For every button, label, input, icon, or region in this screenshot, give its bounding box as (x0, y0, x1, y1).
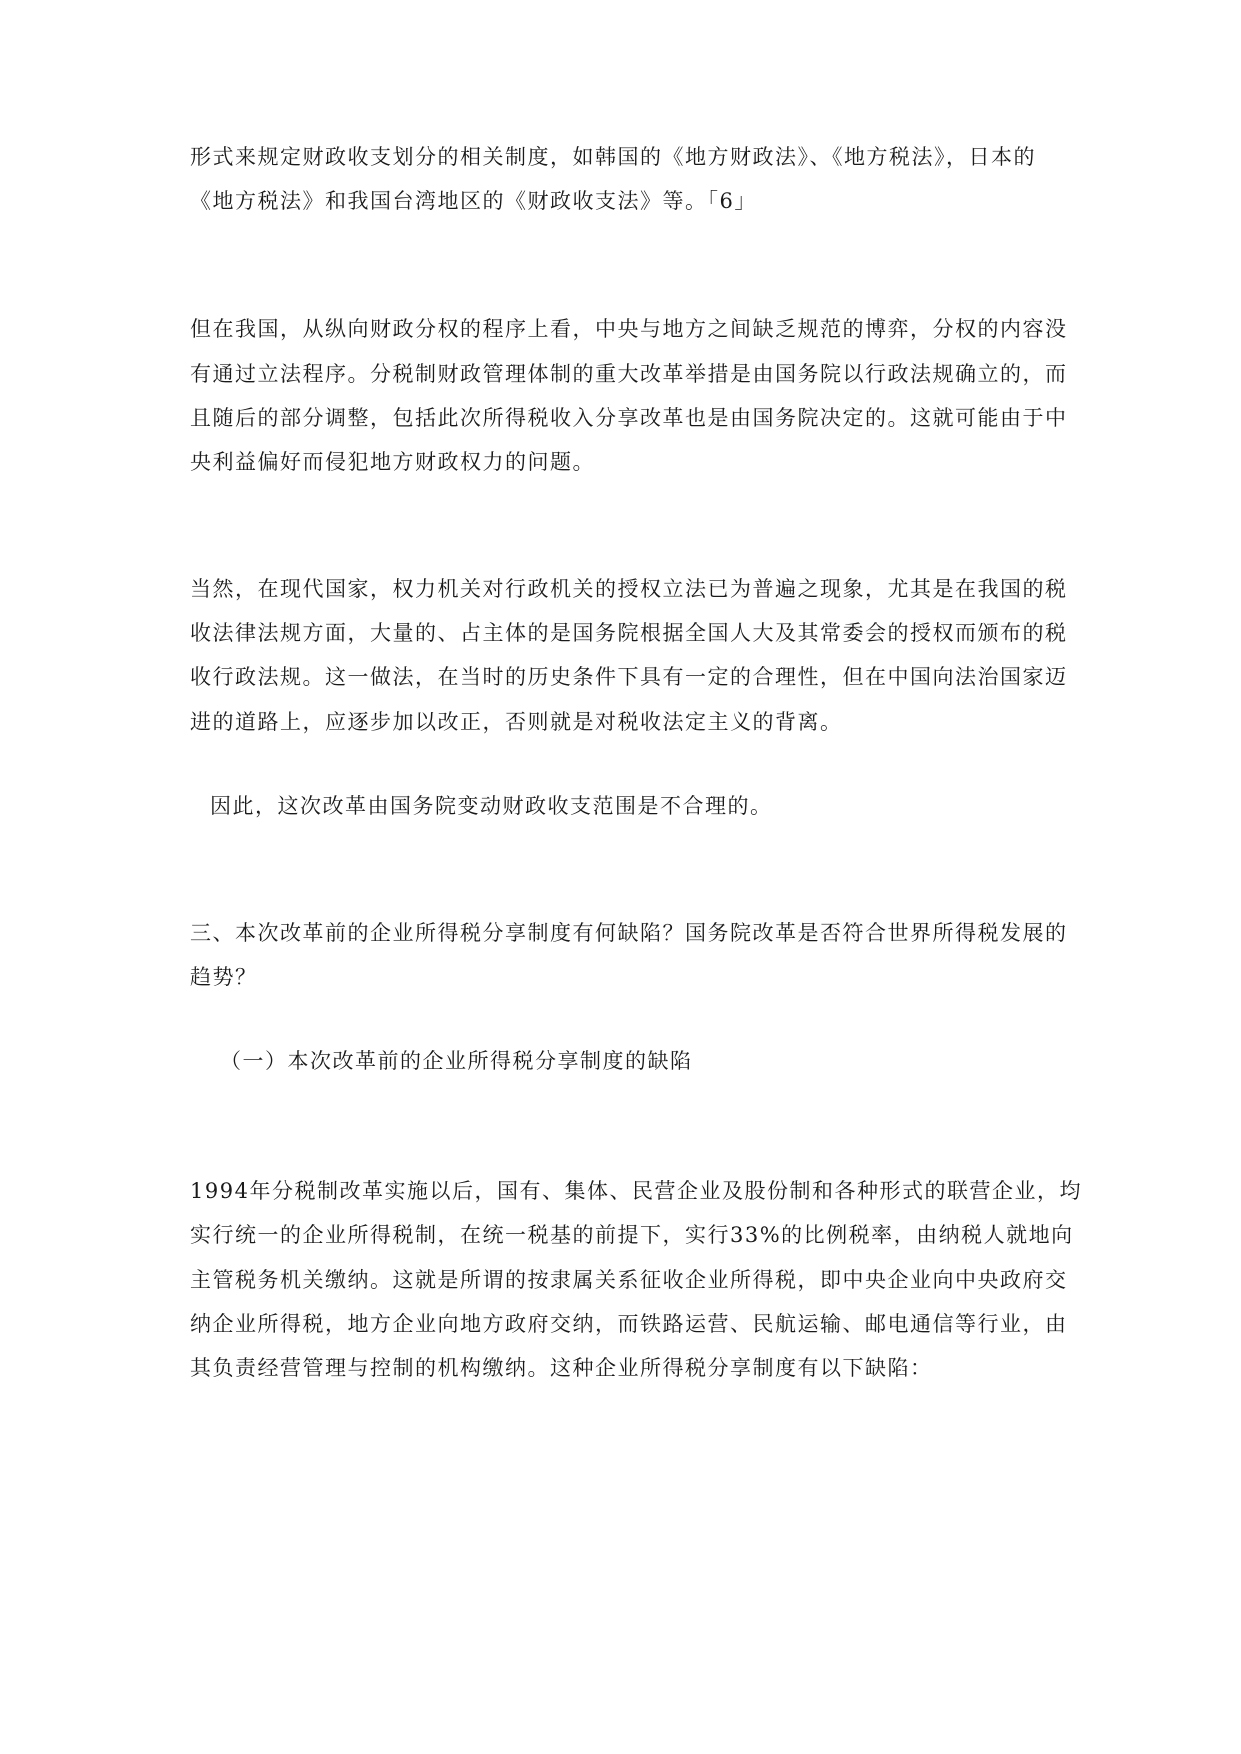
section-heading-line-1: 三、本次改革前的企业所得税分享制度有何缺陷？国务院改革是否符合世界所得税发展的 (190, 921, 1068, 945)
paragraph-5-line-5: 其负责经营管理与控制的机构缴纳。这种企业所得税分享制度有以下缺陷： (190, 1356, 933, 1380)
paragraph-2-line-4: 央利益偏好而侵犯地方财政权力的问题。 (190, 450, 595, 474)
paragraph-1-line-1: 形式来规定财政收支划分的相关制度，如韩国的《地方财政法》、《地方税法》，日本的 (190, 145, 1036, 169)
paragraph-5-line-3: 主管税务机关缴纳。这就是所谓的按隶属关系征收企业所得税，即中央企业向中央政府交 (190, 1268, 1068, 1292)
section-heading-line-2: 趋势？ (190, 965, 258, 989)
paragraph-4-line-1: 因此，这次改革由国务院变动财政收支范围是不合理的。 (210, 794, 773, 818)
paragraph-3-line-2: 收法律法规方面，大量的、占主体的是国务院根据全国人大及其常委会的授权而颁布的税 (190, 621, 1068, 645)
paragraph-2-line-3: 且随后的部分调整，包括此次所得税收入分享改革也是由国务院决定的。这就可能由于中 (190, 406, 1068, 430)
paragraph-2-line-2: 有通过立法程序。分税制财政管理体制的重大改革举措是由国务院以行政法规确立的，而 (190, 362, 1068, 386)
paragraph-5-line-1: 1994年分税制改革实施以后，国有、集体、民营企业及股份制和各种形式的联营企业，均 (190, 1179, 1082, 1203)
subsection-heading: （一）本次改革前的企业所得税分享制度的缺陷 (220, 1049, 693, 1073)
paragraph-5-line-4: 纳企业所得税，地方企业向地方政府交纳，而铁路运营、民航运输、邮电通信等行业，由 (190, 1312, 1068, 1336)
paragraph-3-line-4: 进的道路上，应逐步加以改正，否则就是对税收法定主义的背离。 (190, 710, 843, 734)
paragraph-2-line-1: 但在我国，从纵向财政分权的程序上看，中央与地方之间缺乏规范的博弈，分权的内容没 (190, 317, 1068, 341)
paragraph-5-line-2: 实行统一的企业所得税制，在统一税基的前提下，实行33%的比例税率，由纳税人就地向 (190, 1223, 1074, 1247)
paragraph-3-line-3: 收行政法规。这一做法，在当时的历史条件下具有一定的合理性，但在中国向法治国家迈 (190, 665, 1068, 689)
paragraph-3-line-1: 当然，在现代国家，权力机关对行政机关的授权立法已为普遍之现象，尤其是在我国的税 (190, 577, 1068, 601)
paragraph-1-line-2: 《地方税法》和我国台湾地区的《财政收支法》等。「6」 (190, 189, 757, 213)
